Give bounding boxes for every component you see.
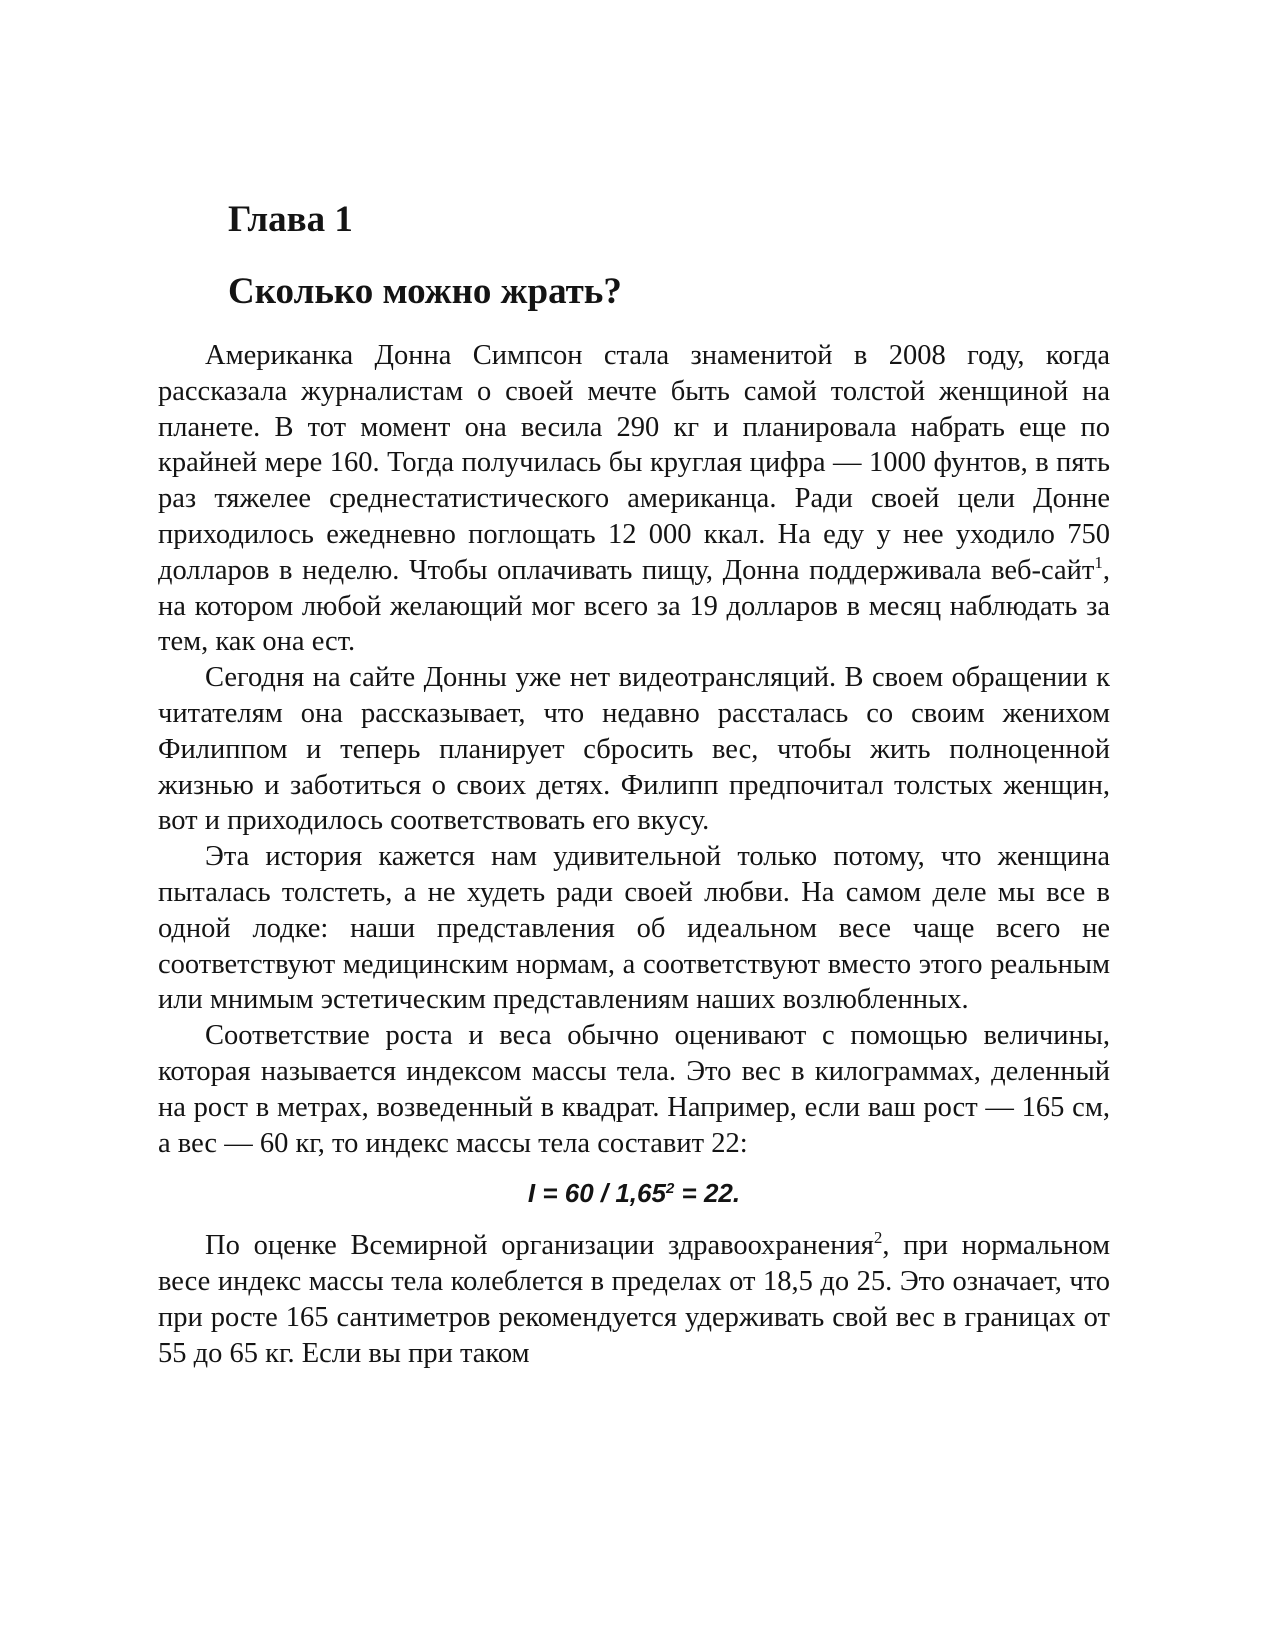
paragraph-1-text-after-footnote: , на котором любой желающий мог всего за 19 долларов в месяц наблюдать за тем, как она ест. <box>158 554 1110 658</box>
paragraph-1 <box>158 338 1110 660</box>
formula-left-side: I = 60 / 1,65 <box>527 1178 666 1209</box>
footnote-marker-1: 1 <box>1094 552 1103 572</box>
chapter-body <box>158 338 1110 1372</box>
paragraph-3: Эта история кажется нам удивительной только потому, что женщина пыталась толстеть, а не худеть ради своей любви. На самом деле мы все в одной лодке: наши представления об идеальном весе чаще всего не соответствуют медицинским нормам, а соответствуют вместо этого реальным или мнимым эстетическим представлениям наших возлюбленных. <box>158 841 1110 1016</box>
paragraph-2: Сегодня на сайте Донны уже нет видеотрансляций. В своем обращении к читателям она рассказывает, что недавно рассталась со своим женихом Филиппом и теперь планирует сбросить вес, чтобы жить полноценной жизнью и заботиться о своих детях. Филипп предпочитал толстых женщин, вот и приходилось соответствовать его вкусу. <box>158 662 1110 837</box>
chapter-label: Глава 1 <box>228 199 353 240</box>
paragraph-5-text-before-footnote: По оценке Всемирной организации здравоохранения <box>205 1230 874 1262</box>
paragraph-5 <box>158 1228 1110 1371</box>
chapter-title: Сколько можно жрать? <box>228 271 622 312</box>
paragraph-4: Соответствие роста и веса обычно оценивают с помощью величины, которая называется индексом массы тела. Это вес в килограммах, деленный на рост в метрах, возведенный в квадрат. Например, если ваш рост — 165 см, а вес — 60 кг, то индекс массы тела составит 22: <box>158 1020 1110 1159</box>
bmi-formula <box>158 1175 1110 1211</box>
formula-exponent: 2 <box>665 1180 675 1198</box>
paragraph-1-text-before-footnote: Американка Донна Симпсон стала знаменитой в 2008 году, когда рассказала журналистам о своей мечте быть самой толстой женщиной на планете. В тот момент она весила 290 кг и планировала набрать еще по крайней мере 160. Тогда получилась бы круглая цифра — 1000 фунтов, в пять раз тяжелее среднестатистического американца. Ради своей цели Донне приходилось ежедневно поглощать 12 000 ккал. На еду у нее уходило 750 долларов в неделю. Чтобы оплачивать пищу, Донна поддерживала веб-сайт <box>158 340 1110 586</box>
paragraph-5-text-after-footnote: , при нормальном весе индекс массы тела колеблется в пределах от 18,5 до 25. Это означает, что при росте 165 сантиметров рекомендуется удерживать свой вес в границах от 55 до 65 кг. Если вы при таком <box>158 1230 1110 1369</box>
footnote-marker-2: 2 <box>873 1228 883 1248</box>
formula-result: = 22. <box>674 1178 741 1209</box>
